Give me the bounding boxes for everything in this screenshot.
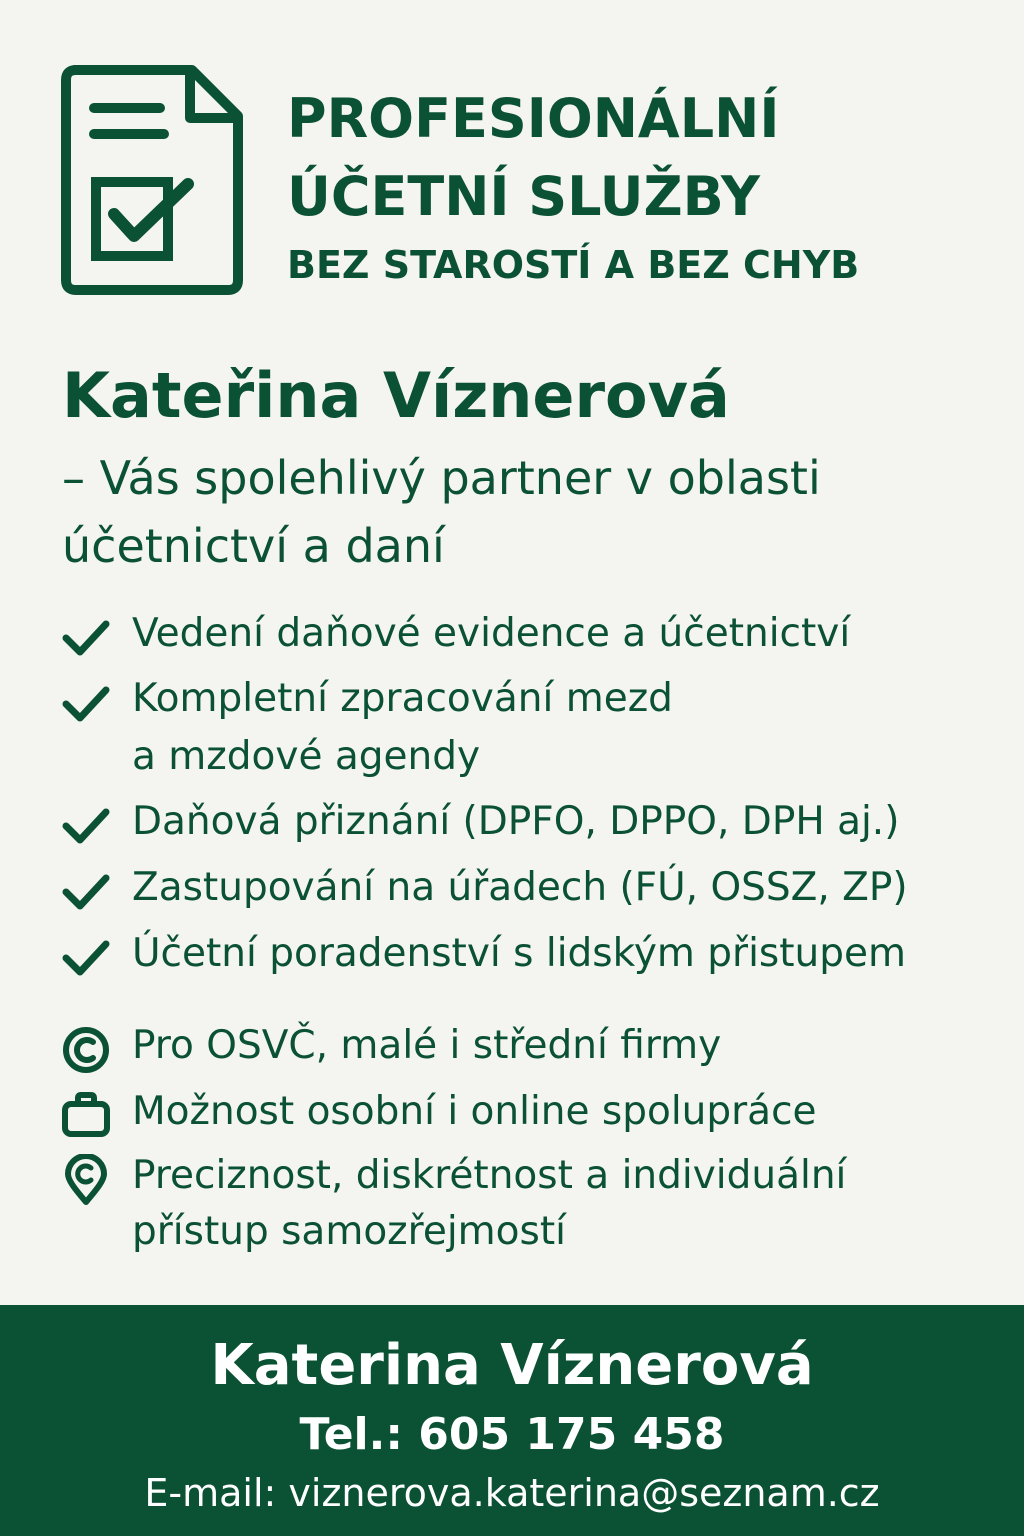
location-pin-icon [60, 1154, 112, 1206]
service-text: Vedení daňové evidence a účetnictví [132, 611, 851, 656]
check-icon [60, 932, 112, 984]
check-icon [60, 678, 112, 730]
headline-line-2: ÚČETNÍ SLUŽBY [287, 165, 760, 228]
feature-text-continued: přístup samozřejmostí [132, 1209, 566, 1254]
tagline-line-2: účetnictví a daní [62, 519, 445, 573]
service-item [60, 792, 908, 852]
tagline [62, 444, 962, 580]
headline [287, 80, 859, 290]
feature-text: Pro OSVČ, malé i střední firmy [132, 1023, 722, 1068]
service-text-continued: a mzdové agendy [132, 734, 481, 779]
headline-subtitle: BEZ STAROSTÍ A BEZ CHYB [287, 243, 860, 287]
document-check-icon [60, 64, 244, 296]
accountant-name: Kateřina Víznerová [62, 359, 730, 432]
headline-line-1: PROFESIONÁLNÍ [287, 87, 780, 150]
service-text: Kompletní zpracování mezd [132, 676, 673, 721]
feature-item [60, 1148, 846, 1260]
check-icon [60, 800, 112, 852]
footer-email[interactable]: E-mail: viznerova.katerina@seznam.cz [144, 1471, 880, 1515]
service-item [60, 924, 908, 984]
service-text: Zastupování na úřadech (FÚ, OSSZ, ZP) [132, 865, 908, 910]
briefcase-icon [60, 1088, 112, 1140]
feature-text: Možnost osobní i online spolupráce [132, 1089, 817, 1134]
feature-text: Preciznost, diskrétnost a individuální [132, 1153, 847, 1198]
feature-item [60, 1082, 846, 1142]
features-list [60, 1016, 846, 1266]
contact-footer [0, 1305, 1024, 1536]
check-icon [60, 612, 112, 664]
circle-c-icon [60, 1022, 112, 1074]
footer-name: Katerina Víznerová [210, 1333, 814, 1398]
service-item [60, 670, 908, 786]
footer-phone[interactable]: Tel.: 605 175 458 [299, 1409, 725, 1460]
service-item [60, 604, 908, 664]
feature-item [60, 1016, 846, 1076]
check-icon [60, 866, 112, 918]
service-text: Daňová přiznání (DPFO, DPPO, DPH aj.) [132, 799, 900, 844]
services-list [60, 604, 908, 990]
tagline-line-1: – Vás spolehlivý partner v oblasti [62, 451, 821, 505]
service-text: Účetní poradenství s lidským přistupem [132, 931, 906, 976]
service-item [60, 858, 908, 918]
